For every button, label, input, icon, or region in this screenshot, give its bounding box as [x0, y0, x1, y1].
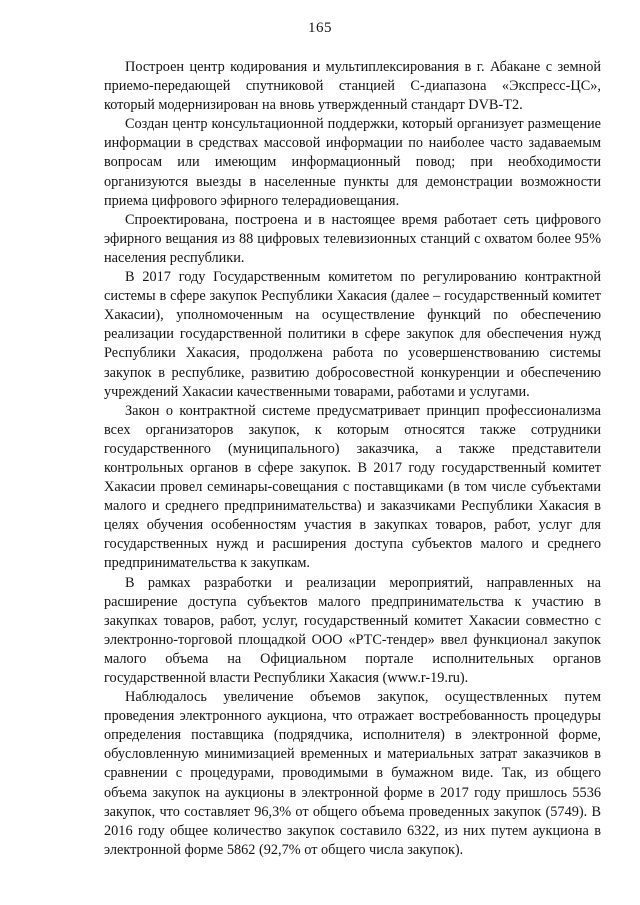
paragraph: Наблюдалось увеличение объемов закупок, осуществленных путем проведения электронного аукциона, что отражает востребованность процедуры определения поставщика (подрядчика, исполнителя) в электронной форме, обусловленную минимизацией временных и материальных затрат заказчиков в сравнении с процедурами, проводимыми в бумажном виде. Так, из общего объема закупок на аукционы в электронной форме в 2017 году пришлось 5536 закупок, что составляет 96,3% от общего объема проведенных закупок (5749). В 2016 году общее количество закупок составило 6322, из них путем аукциона в электронной форме 5862 (92,7% от общего числа закупок).	[104, 689, 601, 858]
page-number: 165	[308, 20, 332, 36]
body-text	[104, 58, 601, 860]
paragraph: Спроектирована, построена и в настоящее время работает сеть цифрового эфирного вещания из 88 цифровых телевизионных станций с охватом более 95% населения республики.	[104, 211, 601, 266]
paragraph: Создан центр консультационной поддержки, который организует размещение информации в средствах массовой информации по наиболее часто задаваемым вопросам или имеющим информационный повод; при необходимости организуются выезды в населенные пункты для демонстрации возможности приема цифрового эфирного телерадиовещания.	[104, 116, 601, 209]
paragraph: В рамках разработки и реализации мероприятий, направленных на расширение доступа субъектов малого предпринимательства к участию в закупках товаров, работ, услуг, государственный комитет Хакасии совместно с электронно-торговой площадкой ООО «РТС-тендер» ввел функционал закупок малого объема на Официальном портале исполнительных органов государственной власти Республики Хакасия (www.r-19.ru).	[104, 574, 601, 686]
paragraph: Построен центр кодирования и мультиплексирования в г. Абакане с земной приемо-передающей спутниковой станцией С-диапазона «Экспресс-ЦС», который модернизирован на вновь утвержденный стандарт DVB-T2.	[104, 59, 601, 114]
paragraph: В 2017 году Государственным комитетом по регулированию контрактной системы в сфере закупок Республики Хакасия (далее – государственный комитет Хакасии), уполномоченным на осуществление функций по обеспечению реализации государственной политики в сфере закупок для обеспечения нужд Республики Хакасия, продолжена работа по усовершенствованию системы закупок в республике, развитию добросовестной конкуренции и обеспечению учреждений Хакасии качественными товарами, работами и услугами.	[104, 269, 601, 400]
paragraph: Закон о контрактной системе предусматривает принцип профессионализма всех организаторов закупок, к которым относятся также сотрудники государственного (муниципального) заказчика, а также представители контрольных органов в сфере закупок. В 2017 году государственный комитет Хакасии провел семинары-совещания с поставщиками (в том числе субъектами малого и среднего предпринимательства) и заказчиками Республики Хакасия в целях обучения особенностям участия в закупках товаров, работ, услуг для государственных нужд и расширения доступа субъектов малого и среднего предпринимательства к закупкам.	[104, 402, 601, 572]
